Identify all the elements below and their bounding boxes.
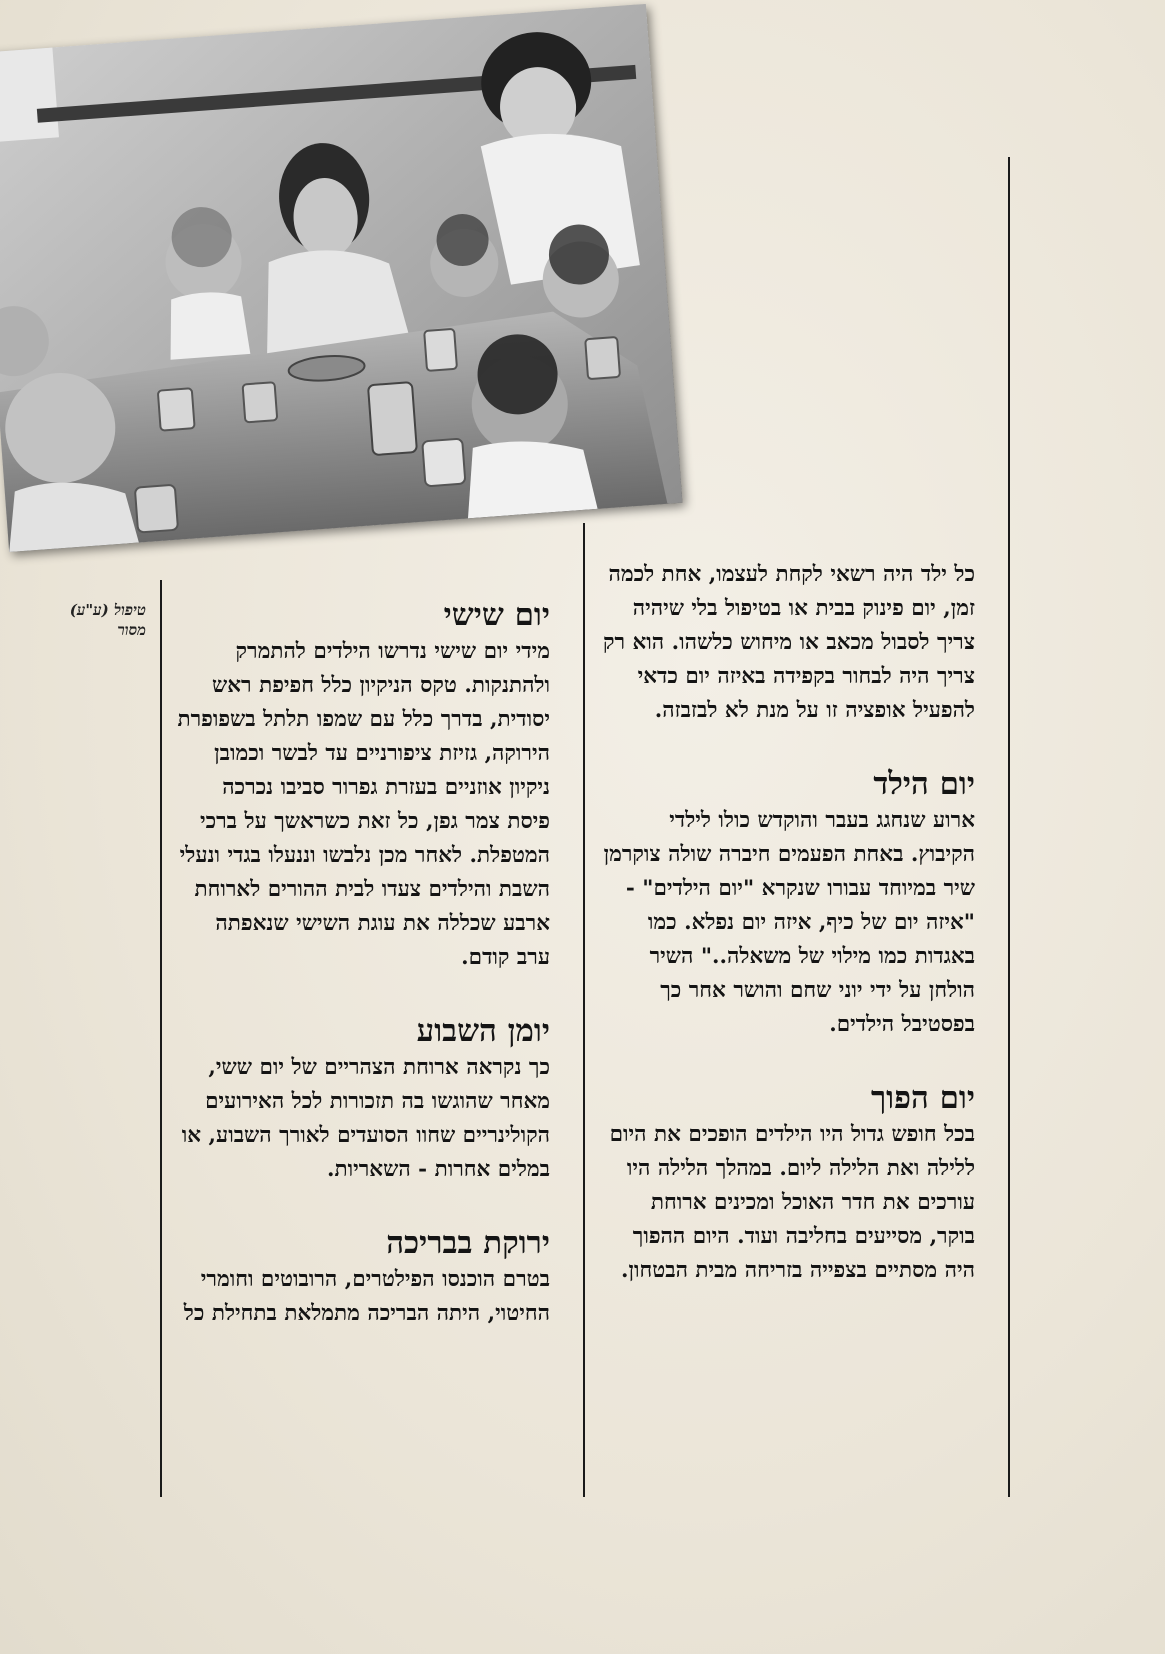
section-pool-algae	[175, 1223, 550, 1331]
section-title: ירוקת בבריכה	[386, 1225, 550, 1261]
left-column-divider	[160, 580, 162, 1497]
caption-line-1: טיפול (ע"ע)	[69, 601, 146, 619]
right-text-column	[600, 558, 975, 1324]
photo-image	[0, 4, 682, 552]
photo-caption	[34, 600, 146, 640]
archival-photo	[0, 4, 682, 552]
right-column-divider	[1008, 157, 1010, 1497]
center-column-divider	[583, 523, 585, 1497]
section-children-day	[600, 764, 975, 1042]
section-reverse-day	[600, 1078, 975, 1288]
intro-paragraph: כל ילד היה רשאי לקחת לעצמו, אחת לכמה זמן, יום פינוק בבית או בטיפול בלי שיהיה צריך לסבול מכאב או מיחוש כלשהו. הוא רק צריך היה לבחור בקפידה באיזה יום כדאי להפעיל אופציה זו על מנת לא לבזבזה.	[602, 562, 975, 723]
left-text-column	[175, 595, 550, 1367]
section-title: יום הילד	[873, 766, 975, 802]
section-weekly-journal	[175, 1011, 550, 1187]
caption-line-2: מסור	[117, 621, 146, 639]
section-body: ארוע שנחגג בעבר והוקדש כולו לילדי הקיבוץ. באחת הפעמים חיברה שולה צוקרמן שיר במיוחד עבורו שנקרא "יום הילדים" - "איזה יום של כיף, איזה יום נפלא. כמו באגדות כמו מילוי של משאלה.." השיר הולחן על ידי יוני שחם והושר אחר כך בפסטיבל הילדים.	[603, 808, 975, 1037]
intro-paragraph-block	[600, 558, 975, 728]
section-body: כך נקראה ארוחת הצהריים של יום ששי, מאחר שהוגשו בה תזכורות לכל האירועים הקולינריים שחוו הסועדים לאורך השבוע, או במלים אחרות - השאריות.	[181, 1055, 550, 1182]
section-title: יומן השבוע	[416, 1013, 550, 1049]
section-friday	[175, 595, 550, 975]
section-body: בטרם הוכנסו הפילטרים, הרובוטים וחומרי החיטוי, היתה הבריכה מתמלאת בתחילת כל	[183, 1267, 550, 1326]
section-body: בכל חופש גדול היו הילדים הופכים את היום ללילה ואת הלילה ליום. במהלך הלילה היו עורכים את חדר האוכל ומכינים ארוחת בוקר, מסייעים בחליבה ועוד. היום ההפוך היה מסתיים בצפייה בזריחה מבית הבטחון.	[609, 1122, 975, 1283]
section-body: מידי יום שישי נדרשו הילדים להתמרק ולהתנקות. טקס הניקיון כלל חפיפת ראש יסודית, בדרך כלל עם שמפו תלתל בשפופרת הירוקה, גזיזת ציפורניים עד לבשר וכמובן ניקיון אוזניים בעזרת גפרור סביבו נכרכה פיסת צמר גפן, כל זאת כשראשך על ברכי המטפלת. לאחר מכן נלבשו וננעלו בגדי ונעלי השבת והילדים צעדו לבית ההורים לארוחת ארבע שכללה את עוגת השישי שנאפתה ערב קודם.	[177, 639, 550, 970]
section-title: יום הפוך	[870, 1080, 975, 1116]
section-title: יום שישי	[443, 597, 550, 633]
